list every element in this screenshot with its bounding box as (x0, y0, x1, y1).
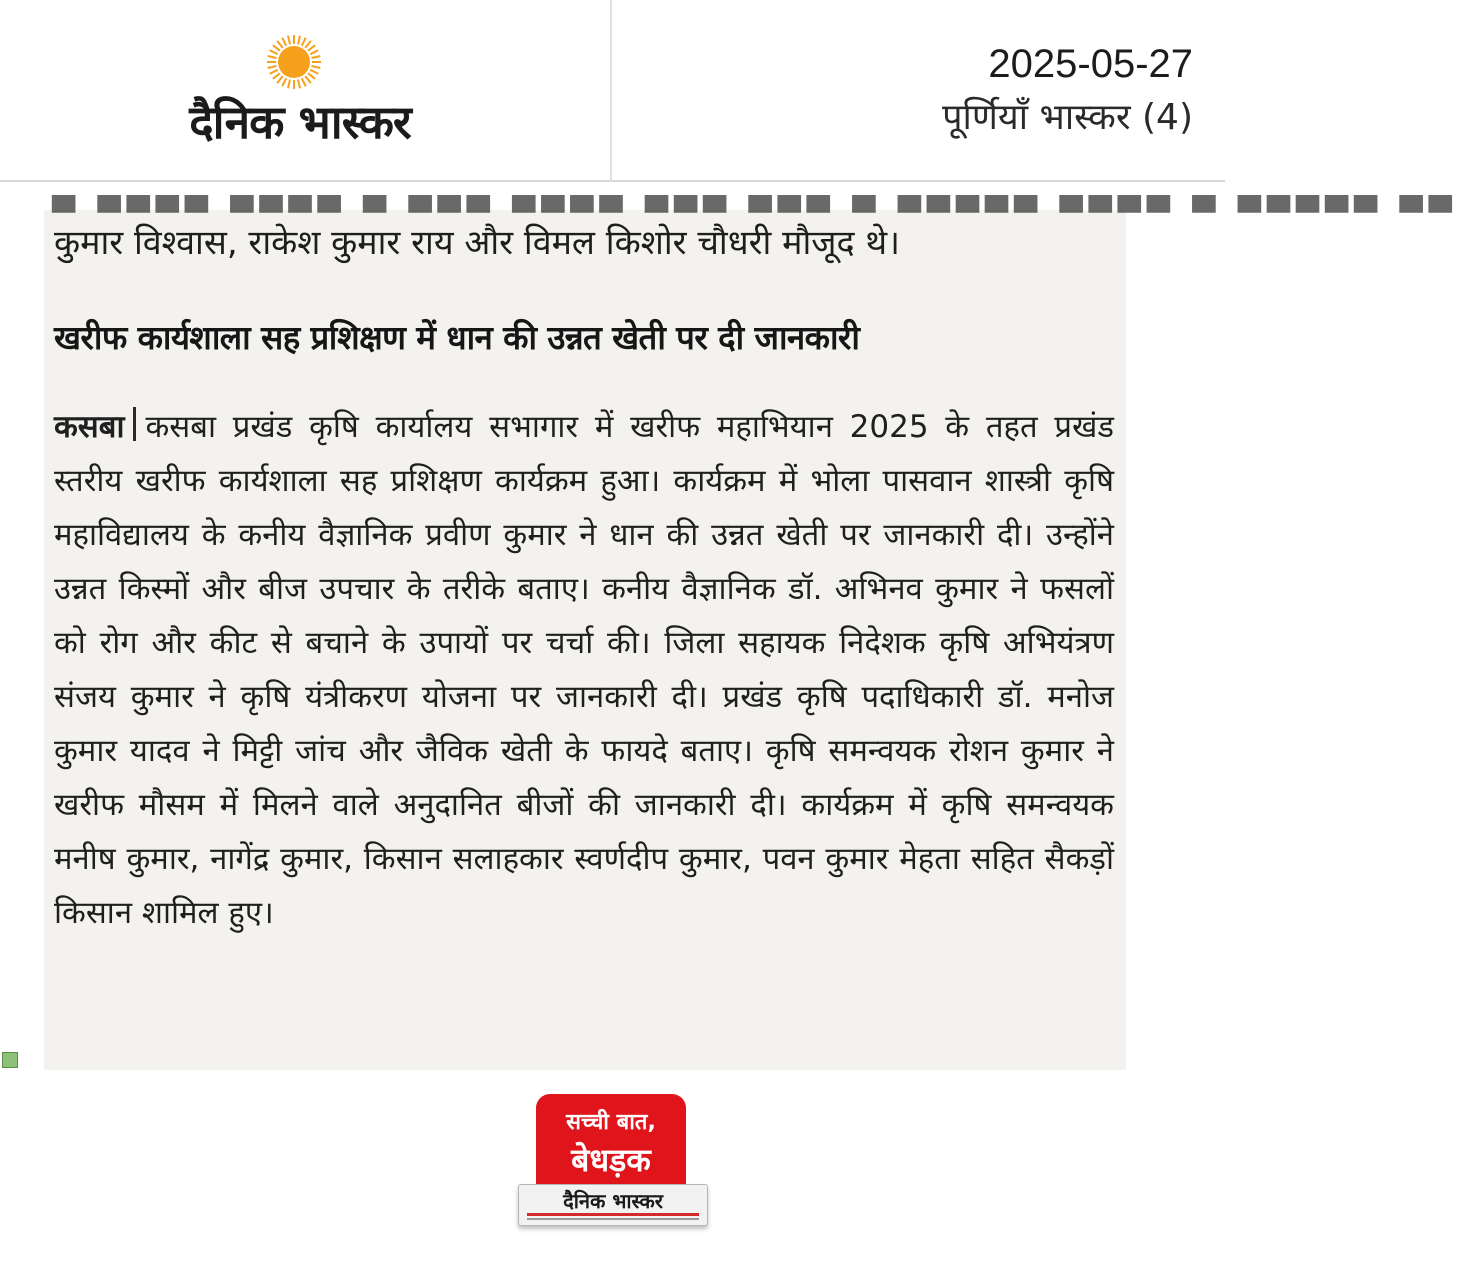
sun-icon (266, 34, 322, 90)
promo-paper-rule-grey (527, 1218, 699, 1220)
sun-ray (305, 76, 311, 83)
dainik-bhaskar-logo[interactable] (130, 30, 470, 160)
promo-paper-label: दैनिक भास्कर (563, 1189, 663, 1213)
sun-ray (298, 36, 300, 45)
article-headline: खरीफ कार्यशाला सह प्रशिक्षण में धान की उन्नत खेती पर दी जानकारी (54, 318, 860, 357)
sun-ray (308, 73, 315, 79)
cut-off-text-line: ▀ ▀▀▀▀ ▀▀▀▀ ▀ ▀▀▀ ▀▀▀▀ ▀▀▀ ▀▀▀ ▀ ▀▀▀▀▀ ▀▀▀▀ ▀ ▀▀▀▀▀ ▀▀ (52, 196, 1458, 231)
article-text: कसबा प्रखंड कृषि कार्यालय सभागार में खरीफ महाभियान 2025 के तहत प्रखंड स्तरीय खरीफ कार्यशाला सह प्रशिक्षण कार्यक्रम हुआ। कार्यक्रम में भोला पासवान शास्त्री कृषि महाविद्यालय के कनीय वैज्ञानिक प्रवीण कुमार ने धान की उन्नत खेती पर जानकारी दी। उन्होंने उन्नत किस्मों और बीज उपचार के तरीके बताए। कनीय वैज्ञानिक डॉ. अभिनव कुमार ने फसलों को रोग और कीट से बचाने के उपायों पर चर्चा की। जिला सहायक निदेशक कृषि अभियंत्रण संजय कुमार ने कृषि यंत्रीकरण योजना पर जानकारी दी। प्रखंड कृषि पदाधिकारी डॉ. मनोज कुमार यादव ने मिट्टी जांच और जैविक खेती के फायदे बताए। कृषि समन्वयक रोशन कुमार ने खरीफ मौसम में मिलने वाले अनुदानित बीजों की जानकारी दी। कार्यक्रम में कृषि समन्वयक मनीष कुमार, नागेंद्र कुमार, किसान सलाहकार स्वर्णदीप कुमार, पवन कुमार मेहता सहित सैकड़ों किसान शामिल हुए। (54, 409, 1114, 931)
logo-wordmark: दैनिक भास्कर (189, 95, 411, 149)
sun-ray (268, 56, 277, 58)
article-dateline: कसबा (54, 409, 125, 445)
publication-date: 2025-05-27 (988, 42, 1193, 86)
header-divider (610, 0, 612, 182)
sun-ray (277, 41, 283, 48)
sun-ray (277, 76, 283, 83)
dateline-separator (133, 407, 136, 441)
sun-ray (302, 78, 306, 86)
sun-ray (305, 41, 311, 48)
sun-ray (310, 70, 318, 74)
sun-ray (310, 50, 318, 54)
sun-ray (308, 45, 315, 51)
sun-ray (302, 38, 306, 46)
sun-ray (312, 66, 321, 68)
newspaper-roll-graphic (518, 1184, 708, 1226)
edition-meta (942, 40, 1193, 144)
edition-name: पूर्णियाँ भास्कर (4) (942, 97, 1193, 138)
sun-ray (270, 50, 278, 54)
sun-ray (288, 80, 290, 89)
promo-paper-rule (527, 1213, 699, 1216)
sun-ray (288, 36, 290, 45)
scan-corner-mark (2, 1052, 18, 1068)
sun-ray (312, 56, 321, 58)
sun-ray (268, 66, 277, 68)
sun-ray (273, 45, 280, 51)
sun-ray (273, 73, 280, 79)
sun-ray (282, 38, 286, 46)
promo-tagline-2: बेधड़क (571, 1141, 651, 1179)
page-header (0, 0, 1225, 182)
sun-ray (270, 70, 278, 74)
previous-story-tail: कुमार विश्वास, राकेश कुमार राय और विमल किशोर चौधरी मौजूद थे। (54, 223, 901, 263)
promo-badge[interactable] (514, 1094, 710, 1240)
sun-ray (282, 78, 286, 86)
sun-ray (298, 80, 300, 89)
newspaper-clipping (44, 196, 1458, 1070)
article-body (54, 400, 1114, 940)
promo-tagline-1: सच्ची बात, (566, 1110, 656, 1135)
